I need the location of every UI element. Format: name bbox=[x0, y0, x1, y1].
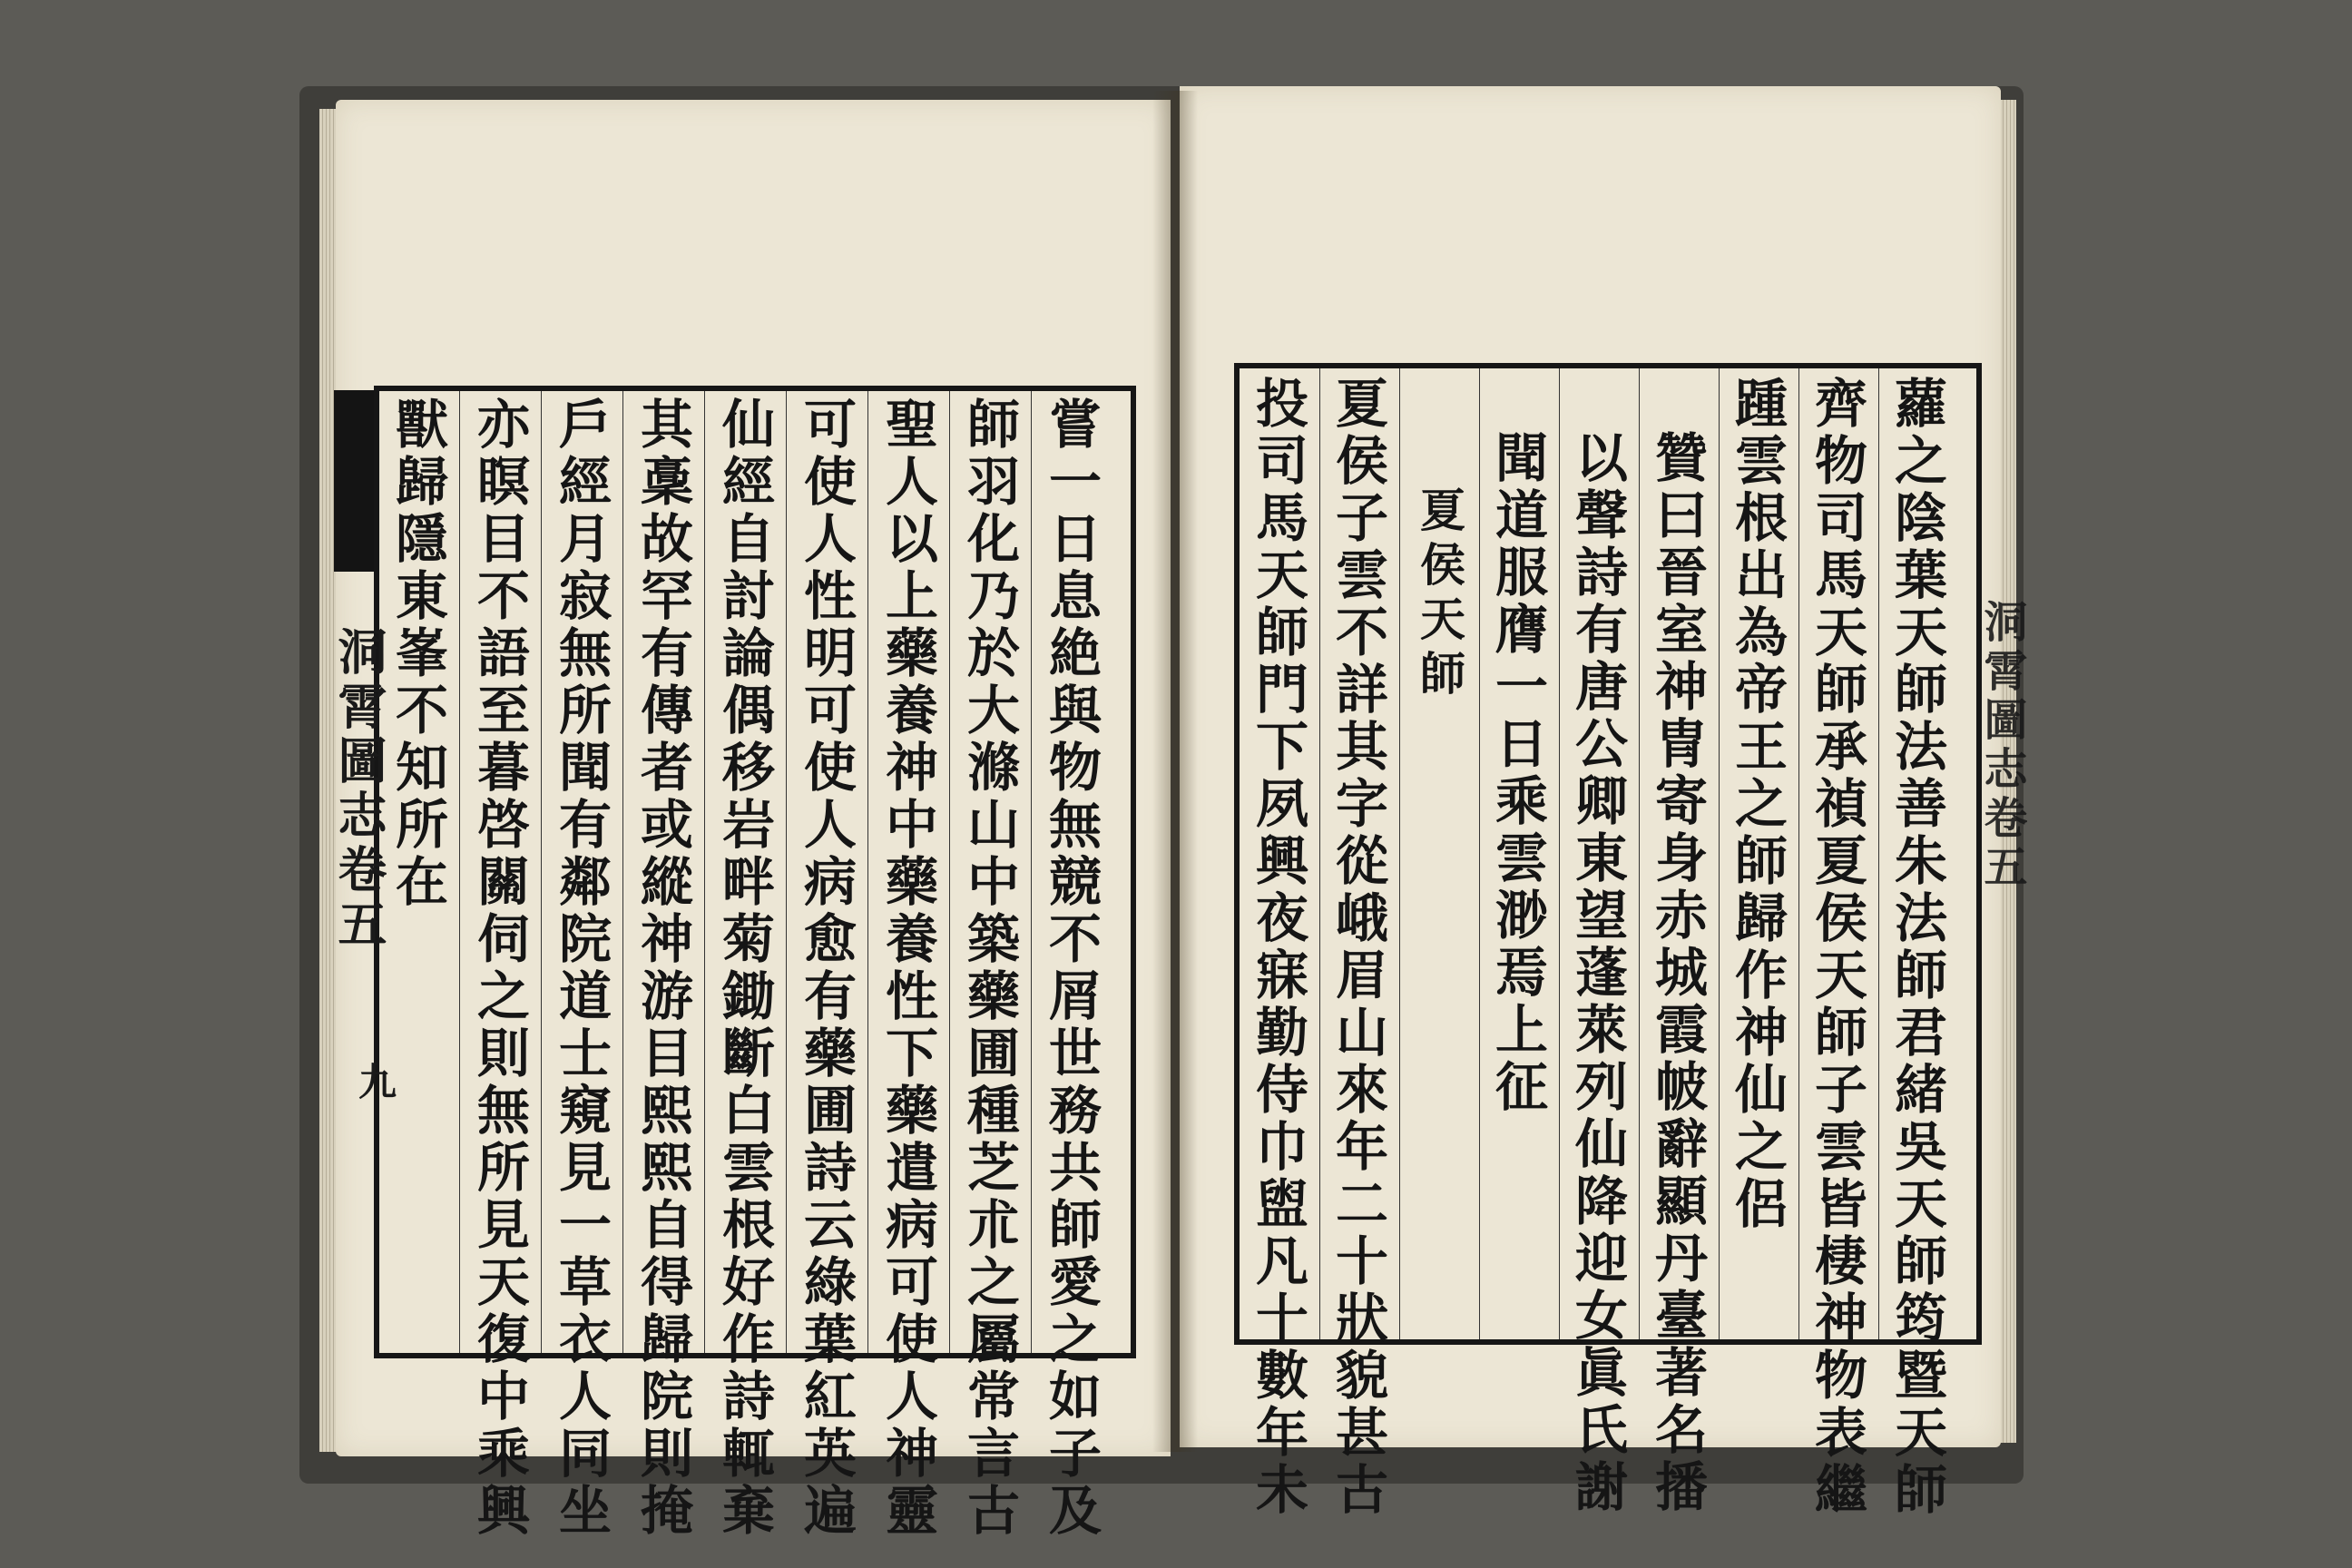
left-column-2: 師羽化乃於大滌山中築藥圃種芝朮之屬常言古 bbox=[958, 397, 1020, 1540]
right-column-8: 夏侯子雲不詳其字從峨眉山來年二十狀貌甚古 bbox=[1327, 376, 1388, 1519]
left-column-4: 可使人性明可使人病愈有藥圃詩云綠葉紅英遍 bbox=[795, 397, 857, 1540]
left-column-3: 聖人以上藥養神中藥養性下藥遣病可使人神靈 bbox=[877, 397, 938, 1540]
book-gutter bbox=[1152, 91, 1198, 1452]
right-column-4: 贊曰晉室神冑寄身赤城霞帔辭顯丹臺著名播 bbox=[1646, 430, 1708, 1516]
left-column-6: 其稾故罕有傳者或縱神游目熙熙自得歸院則掩 bbox=[632, 397, 693, 1540]
right-column-2: 齊物司馬天師承禎夏侯天師子雲皆棲神物表繼 bbox=[1806, 376, 1867, 1519]
left-column-7: 戶經月寂無所聞有鄰院道士窺見一草衣人同坐 bbox=[550, 397, 612, 1540]
left-column-9: 獸歸隱東峯不知所在 bbox=[387, 397, 448, 911]
left-fishtail-bar bbox=[334, 390, 374, 572]
right-text-frame bbox=[1234, 363, 1982, 1519]
right-column-1: 蘿之陰葉天師法善朱法師君緒吳天師筠暨天師 bbox=[1886, 376, 1947, 1519]
left-column-1: 嘗一日息絶與物無競不屑世務共師愛之如子及 bbox=[1040, 397, 1102, 1540]
left-column-8: 亦瞑目不語至暮啓關伺之則無所見天復中乘興 bbox=[468, 397, 530, 1540]
left-text-frame bbox=[374, 386, 1136, 1540]
left-column-5: 仙經自討論偶移岩畔菊鋤斷白雲根好作詩輒棄 bbox=[713, 397, 775, 1540]
right-column-7-heading: 夏侯天師 bbox=[1413, 486, 1466, 704]
left-book-title: 洞霄圖志卷五 bbox=[330, 626, 388, 953]
right-column-5: 以聲詩有唐公卿東望蓬萊列仙降迎女眞氏謝 bbox=[1566, 430, 1628, 1516]
right-book-title: 洞霄圖志卷五 bbox=[1976, 599, 2027, 893]
right-column-6: 聞道服膺一日乘雲渺焉上征 bbox=[1486, 430, 1548, 1116]
left-page-number: 九 bbox=[358, 1060, 397, 1104]
right-column-9: 投司馬天師門下夙興夜寐勤侍巾盥凡十數年未 bbox=[1247, 376, 1308, 1519]
right-column-3: 踵雲根出為帝王之師歸作神仙之侶 bbox=[1726, 376, 1788, 1233]
